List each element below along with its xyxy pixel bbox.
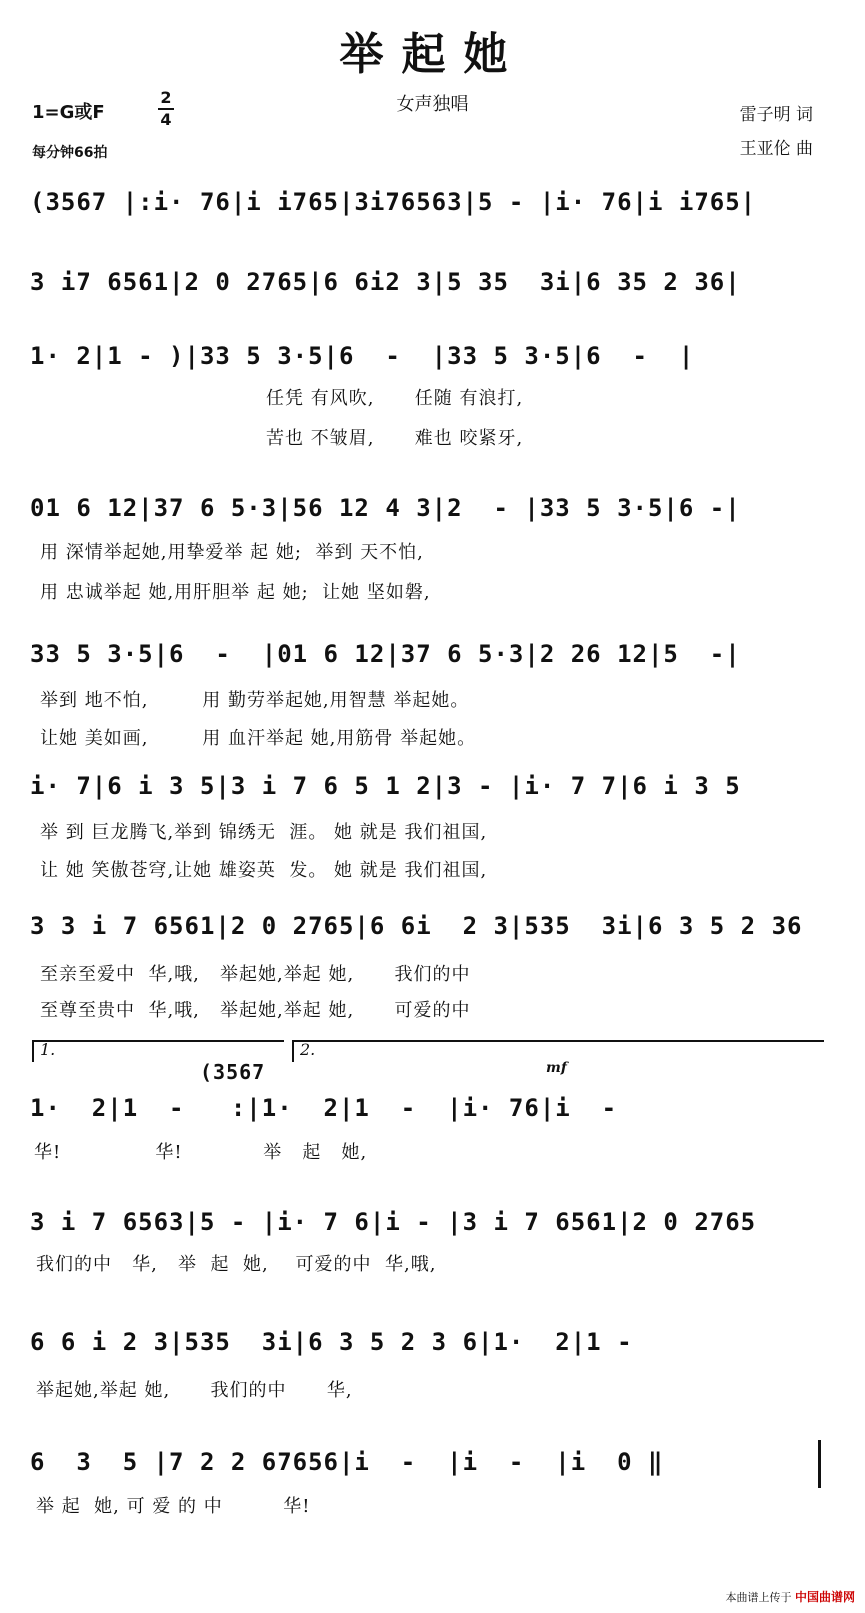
lyric-line-5b: 让她 美如画, 用 血汗举起 她,用筋骨 举起她。: [40, 728, 477, 749]
lyric-line-6b: 让 她 笑傲苍穹,让她 雄姿英 发。 她 就是 我们祖国,: [40, 860, 488, 881]
lyric-line-9: 我们的中 华, 举 起 她, 可爱的中 华,哦,: [36, 1254, 437, 1275]
volta-1: 1.: [40, 1040, 56, 1059]
final-barline: [818, 1440, 821, 1488]
score-line-3: 1· 2|1 - )|33 5 3·5|6 - |33 5 3·5|6 - |: [30, 342, 695, 370]
lyric-line-7a: 至亲至爱中 华,哦, 举起她,举起 她, 我们的中: [40, 964, 471, 985]
repeat-intro: (3567: [200, 1060, 266, 1084]
song-title: 举起她: [339, 29, 526, 80]
tempo-marking: 每分钟66拍: [32, 145, 108, 161]
dynamic-mf: mf: [546, 1060, 567, 1076]
score-line-2: 3 i7 6561|2 0 2765|6 6i2 3|5 35 3i|6 35 2 36|: [30, 268, 741, 296]
key-signature: 1=G或F: [32, 102, 105, 123]
lyric-line-7b: 至尊至贵中 华,哦, 举起她,举起 她, 可爱的中: [40, 1000, 471, 1021]
time-numerator: 2: [160, 88, 172, 107]
volta-2-bracket: [292, 1040, 824, 1062]
score-line-8: 1· 2|1 - :|1· 2|1 - |i· 76|i -: [30, 1094, 618, 1122]
song-subtitle: 女声独唱: [396, 94, 469, 115]
score-line-1: (3567 |:i· 76|i i765|3i76563|5 - |i· 76|i i765|: [30, 188, 757, 216]
footer-prefix: 本曲谱上传于: [725, 1591, 792, 1604]
lyric-line-11: 举 起 她, 可 爱 的 中 华!: [36, 1496, 311, 1517]
score-line-5: 33 5 3·5|6 - |01 6 12|37 6 5·3|2 26 12|5 -|: [30, 640, 741, 668]
volta-1-bracket: [32, 1040, 284, 1062]
footer-watermark: [725, 1588, 855, 1605]
score-line-7: 3 3 i 7 6561|2 0 2765|6 6i 2 3|535 3i|6 3 5 2 36: [30, 912, 803, 940]
score-line-6: i· 7|6 i 3 5|3 i 7 6 5 1 2|3 - |i· 7 7|6 i 3 5: [30, 772, 741, 800]
composer: 王亚伦 曲: [739, 139, 813, 159]
lyric-line-4a: 用 深情举起她,用挚爱举 起 她; 举到 天不怕,: [40, 542, 424, 563]
lyric-line-6a: 举 到 巨龙腾飞,举到 锦绣无 涯。 她 就是 我们祖国,: [40, 822, 488, 843]
time-signature: [158, 88, 174, 130]
score-line-9: 3 i 7 6563|5 - |i· 7 6|i - |3 i 7 6561|2 0 2765: [30, 1208, 757, 1236]
lyric-line-4b: 用 忠诚举起 她,用肝胆举 起 她; 让她 坚如磐,: [40, 582, 431, 603]
time-denominator: 4: [160, 110, 172, 129]
footer-site: 中国曲谱网: [794, 1590, 855, 1604]
lyric-line-3b: 苦也 不皱眉, 难也 咬紧牙,: [266, 428, 524, 449]
credits: [740, 98, 813, 166]
score-line-10: 6 6 i 2 3|535 3i|6 3 5 2 3 6|1· 2|1 -: [30, 1328, 633, 1356]
score-line-11: 6 3 5 |7 2 2 67656|i - |i - |i 0 ‖: [30, 1448, 664, 1476]
lyricist: 雷子明 词: [739, 105, 813, 125]
lyric-line-5a: 举到 地不怕, 用 勤劳举起她,用智慧 举起她。: [40, 690, 470, 711]
lyric-line-10: 举起她,举起 她, 我们的中 华,: [36, 1380, 353, 1401]
volta-2: 2.: [300, 1040, 316, 1059]
lyric-line-8: 华! 华! 举 起 她,: [34, 1142, 368, 1163]
score-line-4: 01 6 12|37 6 5·3|56 12 4 3|2 - |33 5 3·5|6 -|: [30, 494, 741, 522]
lyric-line-3a: 任凭 有风吹, 任随 有浪打,: [266, 388, 524, 409]
